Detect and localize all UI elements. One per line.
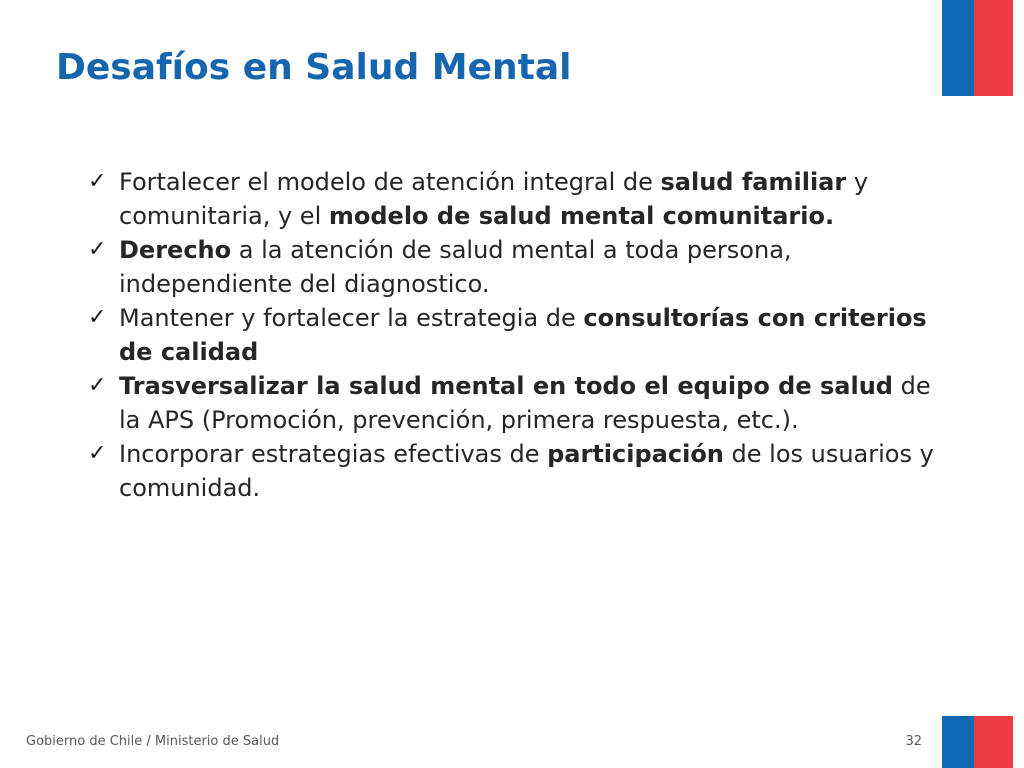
flag-red-bar — [974, 716, 1013, 768]
bullet-text-bold: Trasversalizar la salud mental en todo el equipo de salud — [119, 372, 893, 400]
bullet-text: Fortalecer el modelo de atención integral de — [119, 168, 661, 196]
page-number: 32 — [905, 734, 922, 749]
bullet-text-bold: Derecho — [119, 236, 232, 264]
bullet-list — [88, 165, 938, 505]
bullet-text: Incorporar estrategias efectivas de — [119, 440, 548, 468]
bullet-item — [88, 437, 938, 505]
bullet-item — [88, 233, 938, 301]
bullet-text-bold: salud familiar — [660, 168, 847, 196]
bullet-text-bold: consultorías con criterios de calidad — [119, 304, 927, 366]
bullet-text: de los usuarios y comunidad. — [119, 440, 934, 502]
bullet-text: y comunitaria, y el — [119, 168, 869, 230]
check-icon: ✓ — [88, 373, 107, 398]
bullet-item — [88, 301, 938, 369]
bullet-text: Mantener y fortalecer la estrategia de — [119, 304, 584, 332]
flag-blue-bar — [942, 0, 974, 96]
flag-red-bar — [974, 0, 1013, 96]
flag-blue-bar — [942, 716, 974, 768]
flag-stripe-bottom — [942, 716, 1013, 768]
bullet-text-bold: participación — [547, 440, 724, 468]
slide-title: Desafíos en Salud Mental — [56, 47, 572, 88]
bullet-text-bold: modelo de salud mental comunitario. — [328, 202, 835, 230]
check-icon: ✓ — [88, 169, 107, 194]
flag-stripe-top — [942, 0, 1013, 96]
check-icon: ✓ — [88, 305, 107, 330]
bullet-text: a la atención de salud mental a toda persona, independiente del diagnostico. — [119, 236, 792, 298]
check-icon: ✓ — [88, 441, 107, 466]
footer-text: Gobierno de Chile / Ministerio de Salud — [26, 734, 280, 749]
bullet-text: de la APS (Promoción, prevención, primera respuesta, etc.). — [119, 372, 931, 434]
check-icon: ✓ — [88, 237, 107, 262]
bullet-item — [88, 369, 938, 437]
bullet-item — [88, 165, 938, 233]
